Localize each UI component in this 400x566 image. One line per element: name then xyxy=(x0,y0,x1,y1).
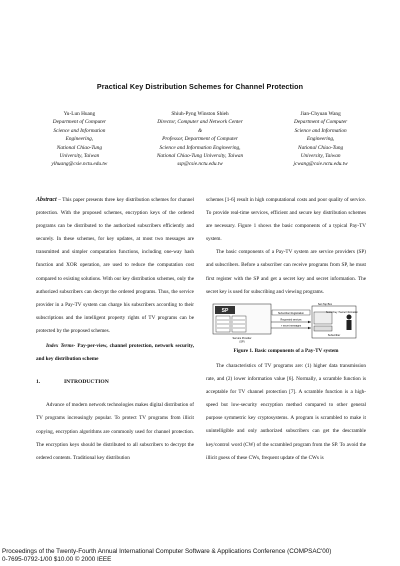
index-terms-label: Index Terms- xyxy=(46,343,76,350)
author-email: jcwang@csie.nctu.edu.tw xyxy=(293,161,348,168)
secret-label: Secret Key / Secret Information xyxy=(326,312,358,314)
figure-caption: Figure 1. Basic components of a Pay-TV system xyxy=(233,348,339,354)
footer-proceedings: Proceedings of the Twenty-Fourth Annual International Computer Software & Applications Conference (COMPSAC'00) xyxy=(2,548,332,555)
author-block xyxy=(22,110,378,169)
author-3 xyxy=(263,110,378,169)
abstract-text: – This paper presents three key distribution schemes for channel protection. With the proposed schemes, encryption keys of the ordered programs can be distributed to the authorized subscribers efficiently and securely. In these schemes, for key updates, at most two messages are transmitted and simpler computation functions, including one-way hash function and XOR operation, are used to reduce the computation cost compared to existing solutions. With our key distribution schemes, only the authorized subscribers can decrypt the ordered programs. Thus, the service provider in a Pay-TV system can charge his subscribers according to their subscriptions and the intelligent property rights of TV programs can be protected by the proposed schemes. xyxy=(36,197,194,334)
footer xyxy=(2,548,331,563)
author-affiliation: University, Taiwan xyxy=(300,153,341,160)
author-affiliation: National Chiao-Tung xyxy=(298,144,344,151)
service-provider-label: Service Provider xyxy=(232,337,252,340)
figure-1-diagram xyxy=(212,302,358,344)
service-provider-abbr: (SP) xyxy=(239,340,245,344)
author-affiliation: Science and Information xyxy=(294,127,347,134)
left-column xyxy=(36,194,194,465)
author-affiliation: Department of Computer xyxy=(52,119,107,126)
author-name: Shiuh-Pyng Winston Shieh xyxy=(171,111,229,117)
author-affiliation: Department of Computer xyxy=(293,119,348,126)
intro-paragraph: Advance of modern network technologies makes digital distribution of TV programs increasingly popular. To protect TV programs from illicit copying, encryption algorithms are commonly used for channel protection. The encryption keys should be distributed to all subscribers to decrypt the ordered contents. Traditional key distribution xyxy=(36,402,194,461)
author-email: ylhuang@csie.nctu.edu.tw xyxy=(51,161,108,168)
right-column xyxy=(206,194,366,299)
author-affiliation: Science and Information xyxy=(53,127,106,134)
author-name: Jian-Chyuan Wang xyxy=(300,111,341,117)
right-paragraph-1: schemes [1-6] result in high computational costs and poor quality of service. To provide real-time services, efficient and secure key distribution schemes are necessary. Figure 1 shows the basic components of a typical Pay-TV system. xyxy=(206,197,366,243)
author-affiliation: Science and Information Engineering, xyxy=(159,144,241,151)
author-affiliation: Engineering, xyxy=(65,136,94,143)
request-label: Requested services xyxy=(280,318,302,322)
author-email: ssp@csie.nctu.edu.tw xyxy=(177,161,223,168)
author-affiliation: Engineering, xyxy=(306,136,335,143)
author-affiliation: National Chiao-Tung University, Taiwan xyxy=(156,153,244,160)
author-affiliation: & xyxy=(197,127,203,134)
subscriber-body-icon xyxy=(347,320,352,330)
right-column-continued xyxy=(206,360,366,465)
registration-label: Subscriber Registration xyxy=(278,311,304,315)
footer-isbn: 0-7695-0792-1/00 $10.00 © 2000 IEEE xyxy=(2,555,112,563)
index-terms xyxy=(36,340,194,366)
section-heading xyxy=(36,376,194,389)
right-paragraph-3: The characteristics of TV programs are: (1) higher data transmission rate, and (2) lower information value [6]. Normally, a scramble function is acceptable for TV channel protection [7]. A scramble function is a high-speed but low-security encryption method compared to other general purpose symmetric key cryptosystems. A program is scrambled to make it unintelligible and only authorized subscribers can get the descramble key/control word (CW) of the scrambled program from the SP. To avoid the illicit guess of these CWs, frequent update of the CWs is xyxy=(206,363,366,461)
settop-label: Set-Top Box xyxy=(317,303,333,306)
sp-label: SP xyxy=(221,308,229,314)
author-affiliation: Director, Computer and Network Center xyxy=(157,119,243,126)
author-affiliation: University, Taiwan xyxy=(59,153,100,160)
author-affiliation: National Chiao-Tung xyxy=(56,144,102,151)
program-label: + secret messages xyxy=(280,324,302,328)
section-title: INTRODUCTION xyxy=(64,379,109,386)
index-terms-text: Pay-per-view, channel protection, network security, and key distribution scheme xyxy=(36,343,194,363)
subscriber-head-icon xyxy=(347,315,352,320)
author-1 xyxy=(22,110,137,169)
paper-title: Practical Key Distribution Schemes for Channel Protection xyxy=(96,82,304,91)
author-2 xyxy=(137,110,263,169)
author-name: Yu-Lun Huang xyxy=(63,111,96,117)
right-paragraph-2: The basic components of a Pay-TV system are service providers (SP) and subscribers. Before a subscriber can receive programs from SP, he must first register with the SP and get a secret key and secret information. The secret key is used for subscribing and viewing programs. xyxy=(206,249,366,295)
author-affiliation: Professor, Department of Computer xyxy=(162,136,238,143)
subscriber-label: Subscriber xyxy=(327,334,341,337)
section-number: 1. xyxy=(36,379,41,386)
abstract xyxy=(36,194,194,338)
abstract-label: Abstract xyxy=(36,197,57,203)
